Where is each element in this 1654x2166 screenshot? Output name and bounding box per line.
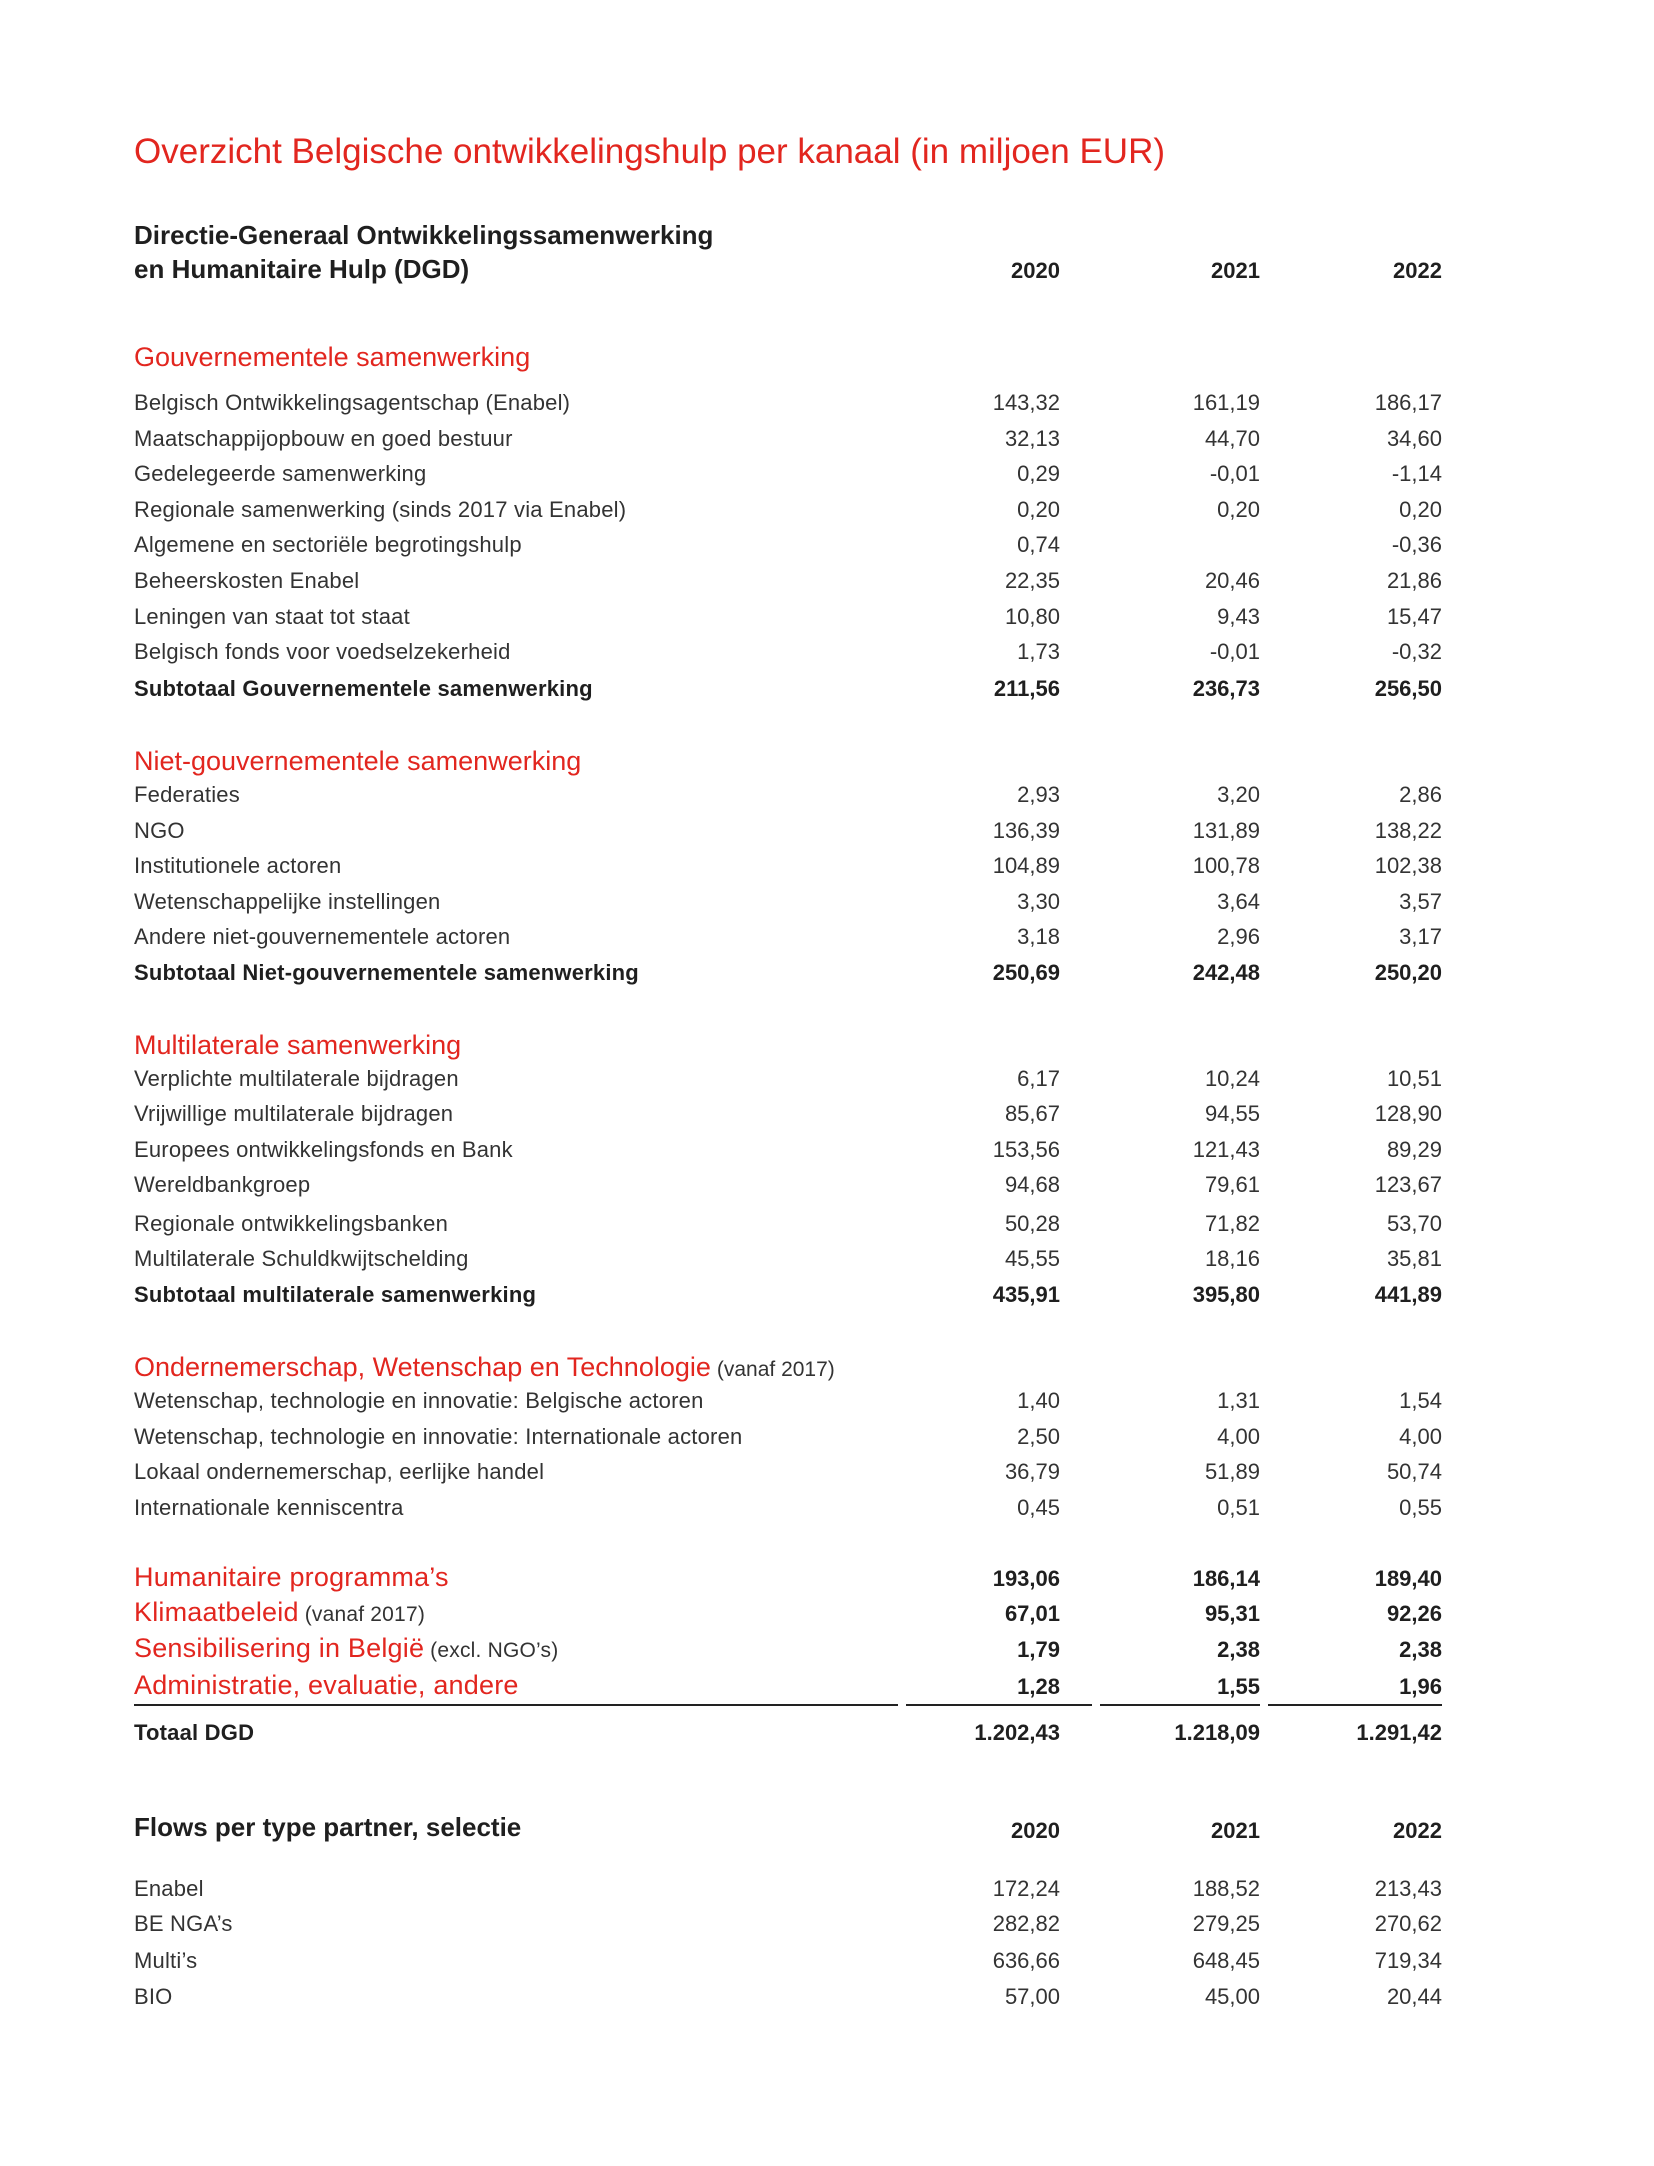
row-label: Wetenschap, technologie en innovatie: Belgische actoren [134, 1388, 704, 1413]
row-value-2021: 2,96 [1217, 924, 1260, 950]
section-heading: Humanitaire programma’s [134, 1562, 449, 1592]
table-row [134, 853, 1444, 885]
row-value-2022: 35,81 [1386, 1246, 1442, 1271]
row-value-2021: 100,78 [1192, 853, 1260, 879]
row-value-2020: 104,89 [992, 853, 1060, 879]
row-value-2020: 282,82 [992, 1911, 1060, 1936]
row-label: Wetenschappelijke instellingen [134, 888, 441, 914]
table-row [134, 889, 1444, 921]
row-value-2020: 136,39 [992, 817, 1060, 843]
row-value-2022: 53,70 [1386, 1211, 1442, 1236]
row-value-2020: 22,35 [1004, 568, 1060, 593]
row-label: Maatschappijopbouw en goed bestuur [134, 425, 513, 451]
page-title: Overzicht Belgische ontwikkelingshulp per kanaal (in miljoen EUR) [134, 132, 1166, 171]
row-value-2022: 0,55 [1399, 1494, 1442, 1520]
section-value-2022: 92,26 [1386, 1601, 1442, 1626]
row-value-2021: 188,52 [1192, 1876, 1260, 1901]
row-value-2020: 2,93 [1017, 782, 1060, 807]
row-label: Institutionele actoren [134, 853, 342, 879]
table-row [134, 568, 1444, 600]
section-heading: Klimaatbeleid [134, 1597, 299, 1627]
row-value-2020: 172,24 [992, 1876, 1060, 1901]
row-value-2020: 153,56 [992, 1137, 1060, 1162]
row-value-2022: 0,20 [1399, 496, 1442, 522]
subtotal-row-niet-gouvernementeel [134, 960, 1444, 992]
row-label: Belgisch Ontwikkelingsagentschap (Enabel) [134, 390, 571, 415]
row-value-2020: 143,32 [992, 390, 1060, 415]
total-value-2021: 1.218,09 [1174, 1720, 1260, 1745]
row-label: Wereldbankgroep [134, 1172, 311, 1197]
table-row [134, 782, 1444, 814]
row-value-2022: 2,86 [1399, 782, 1442, 807]
row-value-2020: 10,80 [1004, 603, 1060, 629]
table-row [134, 390, 1444, 422]
row-value-2021: 94,55 [1204, 1101, 1260, 1126]
flows-year-2021: 2021 [1211, 1818, 1260, 1843]
section-label [134, 1562, 455, 1593]
row-value-2021: 395,80 [1192, 1282, 1260, 1307]
row-value-2021: 121,43 [1192, 1137, 1260, 1162]
section-value-2022: 189,40 [1374, 1566, 1442, 1591]
row-label: BE NGA’s [134, 1911, 233, 1936]
dgd-header-line1: Directie-Generaal Ontwikkelingssamenwerking [134, 220, 714, 250]
row-value-2020: 0,74 [1017, 532, 1060, 558]
row-value-2021: 79,61 [1204, 1172, 1260, 1197]
row-value-2021: 236,73 [1192, 676, 1260, 701]
row-value-2020: 57,00 [1004, 1984, 1060, 2009]
table-row [134, 604, 1444, 636]
section-label [134, 1633, 558, 1664]
row-value-2021: 1,31 [1217, 1388, 1260, 1413]
row-value-2022: 441,89 [1374, 1282, 1442, 1307]
flow-row [134, 1911, 1444, 1943]
row-value-2022: -0,32 [1391, 639, 1442, 665]
row-value-2021: 0,20 [1217, 496, 1260, 522]
dgd-header-line2: en Humanitaire Hulp (DGD) [134, 254, 470, 284]
row-value-2022: 3,17 [1399, 924, 1442, 950]
table-row [134, 1459, 1444, 1491]
table-row [134, 639, 1444, 671]
row-value-2021: 279,25 [1192, 1911, 1260, 1936]
row-value-2021: -0,01 [1209, 639, 1260, 665]
ondernemerschap-heading-text: Ondernemerschap, Wetenschap en Technologie [134, 1352, 711, 1382]
section-label [134, 1597, 425, 1628]
section-heading: Sensibilisering in België [134, 1633, 425, 1663]
section-value-2020: 193,06 [992, 1566, 1060, 1591]
row-label: Verplichte multilaterale bijdragen [134, 1066, 459, 1091]
row-value-2022: 719,34 [1374, 1948, 1442, 1973]
row-value-2020: 0,45 [1017, 1494, 1060, 1520]
row-value-2020: 1,73 [1017, 639, 1060, 665]
row-value-2022: 3,57 [1399, 888, 1442, 914]
section-row [134, 1633, 1444, 1673]
table-row [134, 1388, 1444, 1420]
row-label: Multilaterale Schuldkwijtschelding [134, 1246, 469, 1271]
subtotal-row-gouvernementeel [134, 676, 1444, 708]
row-value-2021: 20,46 [1204, 568, 1260, 593]
table-row [134, 1137, 1444, 1169]
row-value-2022: 256,50 [1374, 676, 1442, 701]
row-value-2022: 250,20 [1374, 960, 1442, 985]
row-value-2022: 50,74 [1386, 1459, 1442, 1485]
total-divider-line-right [1268, 1704, 1442, 1706]
row-label: Wetenschap, technologie en innovatie: Internationale actoren [134, 1423, 743, 1449]
row-value-2022: 20,44 [1386, 1984, 1442, 2009]
row-label: Regionale samenwerking (sinds 2017 via Enabel) [134, 496, 627, 522]
row-value-2021: 71,82 [1204, 1211, 1260, 1236]
row-label: Gedelegeerde samenwerking [134, 461, 427, 487]
row-value-2022: 186,17 [1374, 390, 1442, 415]
row-value-2021: 242,48 [1192, 960, 1260, 985]
section-note: (excl. NGO’s) [430, 1639, 559, 1662]
row-value-2021: 9,43 [1217, 603, 1260, 629]
row-value-2022: 4,00 [1399, 1423, 1442, 1449]
flows-heading: Flows per type partner, selectie [134, 1812, 522, 1842]
row-value-2022: -1,14 [1391, 461, 1442, 487]
row-value-2020: 85,67 [1004, 1101, 1060, 1126]
flow-row [134, 1876, 1444, 1908]
flows-year-2020: 2020 [1011, 1818, 1060, 1843]
table-row [134, 1495, 1444, 1527]
row-label: Lokaal ondernemerschap, eerlijke handel [134, 1459, 545, 1485]
row-value-2022: 270,62 [1374, 1911, 1442, 1936]
row-value-2020: 211,56 [993, 676, 1060, 701]
row-value-2022: 15,47 [1386, 603, 1442, 629]
table-row [134, 1211, 1444, 1243]
row-value-2022: 213,43 [1374, 1876, 1442, 1901]
row-value-2022: 34,60 [1386, 425, 1442, 451]
table-row [134, 1246, 1444, 1278]
row-label: Beheerskosten Enabel [134, 568, 360, 593]
row-value-2021: 131,89 [1192, 817, 1260, 843]
row-value-2021: 0,51 [1217, 1494, 1260, 1520]
row-value-2022: 21,86 [1386, 568, 1442, 593]
row-value-2021: 44,70 [1204, 425, 1260, 451]
section-label [134, 1670, 525, 1701]
section-value-2020: 1,28 [1017, 1674, 1060, 1699]
section-value-2021: 186,14 [1192, 1566, 1260, 1591]
ondernemerschap-note: (vanaf 2017) [716, 1358, 835, 1381]
section-heading-niet-gouvernementeel: Niet-gouvernementele samenwerking [134, 746, 582, 776]
row-value-2020: 250,69 [992, 960, 1060, 985]
row-value-2022: 102,38 [1374, 853, 1442, 879]
row-label: Europees ontwikkelingsfonds en Bank [134, 1137, 513, 1162]
total-row [134, 1720, 1444, 1752]
table-row [134, 1424, 1444, 1456]
row-value-2020: 6,17 [1017, 1066, 1060, 1091]
row-value-2020: 1,40 [1017, 1388, 1060, 1413]
row-value-2020: 3,18 [1017, 924, 1060, 950]
row-label: Internationale kenniscentra [134, 1494, 404, 1520]
flows-year-2022: 2022 [1393, 1818, 1442, 1843]
row-value-2020: 0,29 [1017, 461, 1060, 487]
row-value-2021: 161,19 [1192, 390, 1260, 415]
table-row [134, 532, 1444, 564]
row-label: Belgisch fonds voor voedselzekerheid [134, 639, 511, 665]
section-value-2022: 2,38 [1399, 1637, 1442, 1662]
row-value-2021: 10,24 [1204, 1066, 1260, 1091]
year-header-2021: 2021 [1211, 258, 1260, 283]
year-header-2022: 2022 [1393, 258, 1442, 283]
row-value-2022: 138,22 [1374, 817, 1442, 843]
row-label: Algemene en sectoriële begrotingshulp [134, 532, 522, 558]
row-value-2022: 128,90 [1374, 1101, 1442, 1126]
year-header-2020: 2020 [1011, 258, 1060, 283]
row-label: NGO [134, 817, 185, 843]
section-note: (vanaf 2017) [304, 1603, 426, 1626]
row-value-2020: 636,66 [992, 1948, 1060, 1973]
row-value-2022: 10,51 [1386, 1066, 1442, 1091]
row-value-2020: 50,28 [1004, 1211, 1060, 1236]
row-label: Andere niet-gouvernementele actoren [134, 924, 511, 950]
subtotal-row-multilateraal [134, 1282, 1444, 1314]
row-label: Vrijwillige multilaterale bijdragen [134, 1101, 454, 1126]
row-label: Subtotaal Gouvernementele samenwerking [134, 676, 593, 701]
row-value-2021: 3,64 [1217, 888, 1260, 914]
row-value-2021: 648,45 [1192, 1948, 1260, 1973]
row-value-2020: 36,79 [1004, 1459, 1060, 1485]
table-row [134, 1066, 1444, 1098]
section-heading-gouvernementeel: Gouvernementele samenwerking [134, 342, 531, 372]
section-value-2021: 2,38 [1217, 1637, 1260, 1662]
row-label: Subtotaal Niet-gouvernementele samenwerking [134, 960, 639, 985]
section-heading-multilateraal: Multilaterale samenwerking [134, 1030, 462, 1060]
total-value-2020: 1.202,43 [974, 1720, 1060, 1745]
section-value-2022: 1,96 [1399, 1674, 1442, 1699]
section-value-2020: 1,79 [1017, 1637, 1060, 1662]
row-value-2021: 3,20 [1217, 782, 1260, 807]
total-label: Totaal DGD [134, 1720, 255, 1745]
row-value-2020: 32,13 [1004, 425, 1060, 451]
row-value-2021: -0,01 [1209, 461, 1260, 487]
row-label: BIO [134, 1984, 173, 2009]
row-value-2022: 123,67 [1374, 1172, 1442, 1197]
section-value-2021: 95,31 [1204, 1601, 1260, 1626]
table-row [134, 461, 1444, 493]
table-row [134, 1172, 1444, 1204]
table-row [134, 924, 1444, 956]
table-row [134, 426, 1444, 458]
table-row [134, 1101, 1444, 1133]
row-value-2021: 18,16 [1204, 1246, 1260, 1271]
total-divider-line-left [134, 1704, 898, 1706]
row-value-2021: 4,00 [1217, 1423, 1260, 1449]
section-heading-ondernemerschap [134, 1352, 835, 1383]
row-value-2022: 89,29 [1386, 1137, 1442, 1162]
section-heading: Administratie, evaluatie, andere [134, 1670, 519, 1700]
row-value-2021: 51,89 [1204, 1459, 1260, 1485]
section-row [134, 1597, 1444, 1637]
row-label: Leningen van staat tot staat [134, 603, 410, 629]
row-label: Multi’s [134, 1948, 198, 1973]
total-value-2022: 1.291,42 [1356, 1720, 1442, 1745]
row-value-2022: 1,54 [1399, 1388, 1442, 1413]
row-value-2022: -0,36 [1391, 532, 1442, 558]
row-label: Enabel [134, 1876, 204, 1901]
row-value-2020: 45,55 [1004, 1246, 1060, 1271]
row-label: Regionale ontwikkelingsbanken [134, 1211, 449, 1236]
table-row [134, 497, 1444, 529]
row-value-2020: 2,50 [1017, 1423, 1060, 1449]
total-divider-line-mid [906, 1704, 1092, 1706]
table-row [134, 818, 1444, 850]
row-value-2020: 94,68 [1004, 1172, 1060, 1197]
row-label: Federaties [134, 782, 240, 807]
flow-row [134, 1948, 1444, 1980]
row-label: Subtotaal multilaterale samenwerking [134, 1282, 537, 1307]
row-value-2020: 0,20 [1017, 496, 1060, 522]
total-divider-line-mid2 [1100, 1704, 1260, 1706]
row-value-2020: 3,30 [1017, 888, 1060, 914]
section-value-2020: 67,01 [1004, 1601, 1060, 1626]
section-value-2021: 1,55 [1217, 1674, 1260, 1699]
flow-row [134, 1984, 1444, 2016]
row-value-2020: 435,91 [992, 1282, 1060, 1307]
row-value-2021: 45,00 [1204, 1984, 1260, 2009]
